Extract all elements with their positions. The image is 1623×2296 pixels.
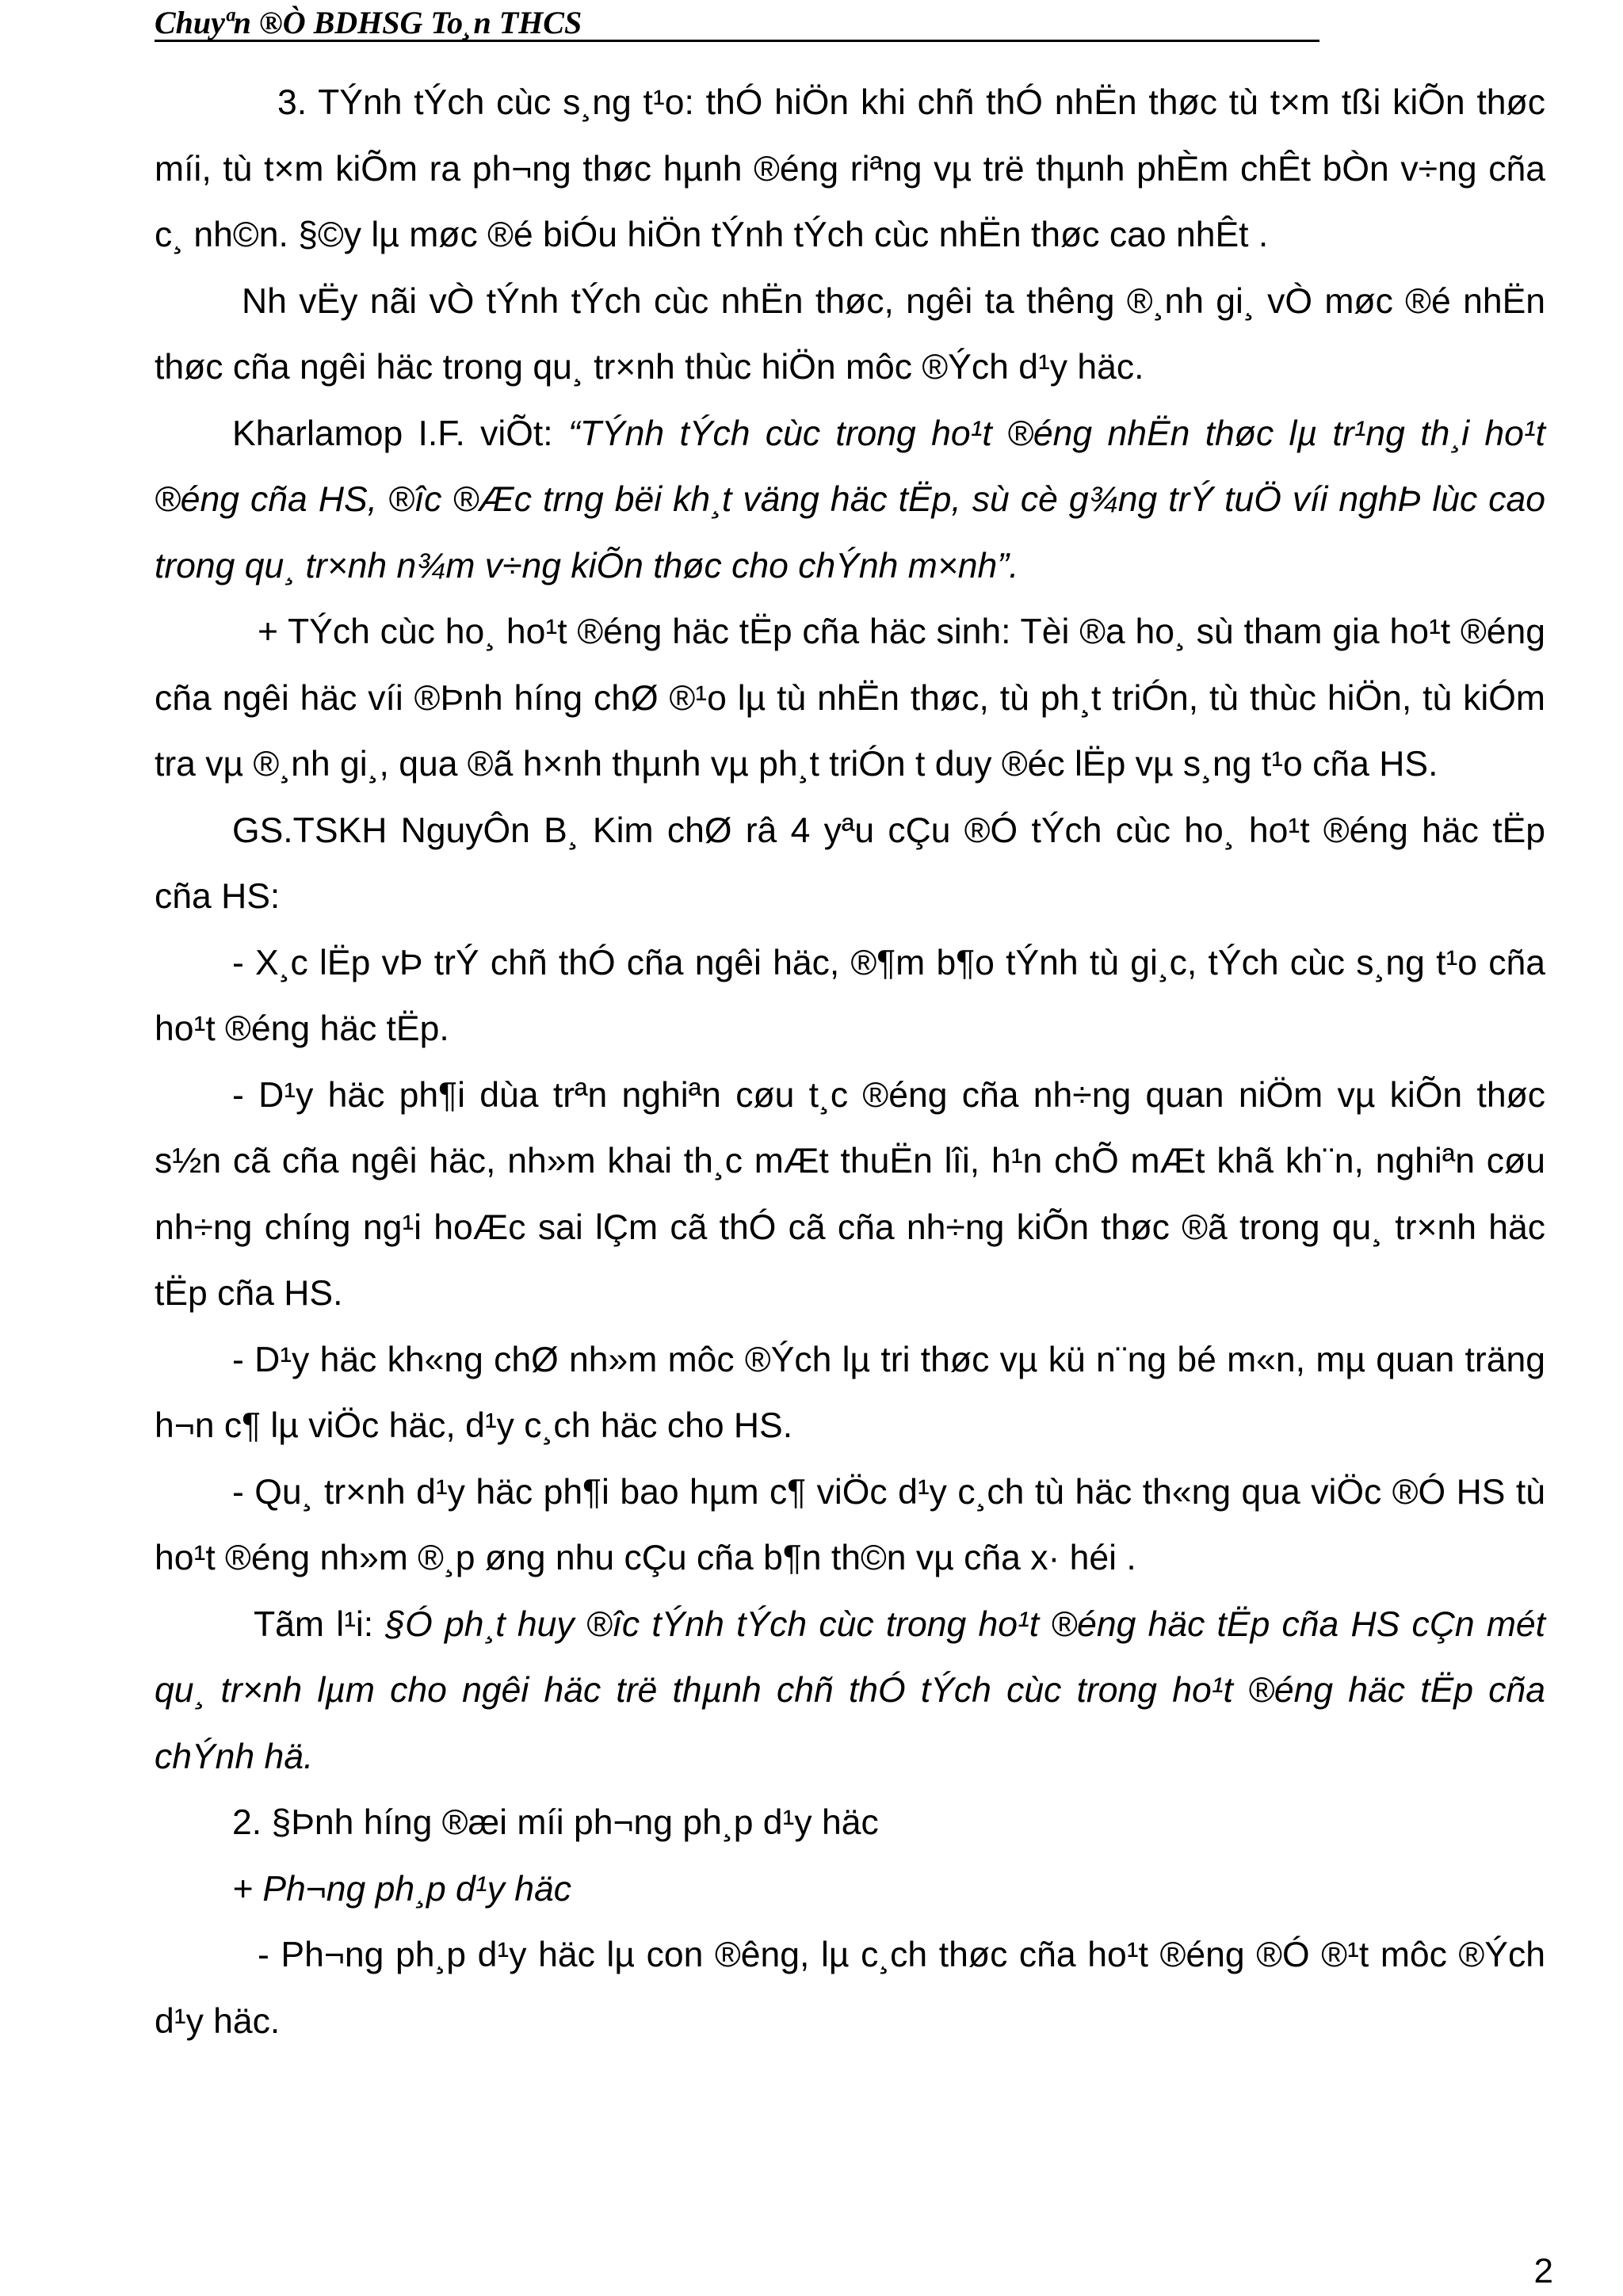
heading-text: 2. §Þnh híng ®æi míi ph¬ng ph¸p d¹y häc xyxy=(232,1803,879,1842)
paragraph-text: GS.TSKH NguyÔn B¸ Kim chØ râ 4 yªu cÇu ®Ó tÝch cùc ho¸ ho¹t ®éng häc tËp cña HS: xyxy=(155,810,1545,916)
paragraph-creative-activeness xyxy=(155,70,1545,269)
paragraph-requirements-intro xyxy=(155,798,1545,930)
subsection-heading xyxy=(155,1856,1545,1923)
paragraph-summary xyxy=(155,1592,1545,1791)
list-item xyxy=(155,930,1545,1062)
paragraph-text: - D¹y häc kh«ng chØ nh»m môc ®Ých lµ tri thøc vµ kü n¨ng bé m«n, mµ quan träng h¬n c¶ lµ viÖc häc, d¹y c¸ch häc cho HS. xyxy=(155,1340,1545,1445)
document-body xyxy=(155,70,1545,2054)
paragraph-method-definition xyxy=(155,1922,1545,2054)
paragraph-text: 3. TÝnh tÝch cùc s¸ng t¹o: thÓ hiÖn khi chñ thÓ nhËn thøc tù t×m tßi kiÕn thøc míi, tù t×m kiÕm ra ph¬ng thøc hµnh ®éng riªng vµ trë thµnh phÈm chÊt bÒn v÷ng cña c¸ nh©n. §©y lµ møc ®é biÓu hiÖn tÝnh tÝch cùc nhËn thøc cao nhÊt . xyxy=(155,83,1545,254)
paragraph-text: Tãm l¹i: xyxy=(254,1604,386,1644)
paragraph-text: - Ph¬ng ph¸p d¹y häc lµ con ®êng, lµ c¸ch thøc cña ho¹t ®éng ®Ó ®¹t môc ®Ých d¹y häc. xyxy=(155,1936,1545,2041)
paragraph-text: - Qu¸ tr×nh d¹y häc ph¶i bao hµm c¶ viÖc d¹y c¸ch tù häc th«ng qua viÖc ®Ó HS tù ho¹t ®éng nh»m ®¸p øng nhu cÇu cña b¶n th©n vµ cña x· héi . xyxy=(155,1472,1545,1577)
paragraph-cognitive-activeness xyxy=(155,269,1545,401)
list-item xyxy=(155,1062,1545,1327)
section-heading xyxy=(155,1790,1545,1856)
quote-text: “TÝnh tÝch cùc trong ho¹t ®éng nhËn thøc lµ tr¹ng th¸i ho¹t ®éng cña HS, ®îc ®Æc trng bëi kh¸t väng häc tËp, sù cè g¾ng trÝ tuÖ víi nghÞ lùc cao trong qu¸ tr×nh n¾m v÷ng kiÕn thøc cho chÝnh m×nh”. xyxy=(155,414,1546,585)
subheading-text: + Ph¬ng ph¸p d¹y häc xyxy=(232,1869,571,1909)
page-number: 2 xyxy=(1533,2252,1553,2290)
paragraph-text: - X¸c lËp vÞ trÝ chñ thÓ cña ngêi häc, ®¶m b¶o tÝnh tù gi¸c, tÝch cùc s¸ng t¹o cña ho¹t ®éng häc tËp. xyxy=(155,943,1545,1048)
summary-text: §Ó ph¸t huy ®îc tÝnh tÝch cùc trong ho¹t ®éng häc tËp cña HS cÇn mét qu¸ tr×nh lµm cho ngêi häc trë thµnh chñ thÓ tÝch cùc trong ho¹t ®éng häc tËp cña chÝnh hä. xyxy=(155,1604,1546,1776)
paragraph-activating-learning xyxy=(155,599,1545,798)
page-header: Chuyªn ®Ò BDHSG To¸n THCS xyxy=(155,6,1319,42)
list-item xyxy=(155,1327,1545,1459)
paragraph-text: Nh vËy nãi vÒ tÝnh tÝch cùc nhËn thøc, ngêi ta thêng ®¸nh gi¸ vÒ møc ®é nhËn thøc cña ngêi häc trong qu¸ tr×nh thùc hiÖn môc ®Ých d¹y häc. xyxy=(155,281,1545,387)
paragraph-text: - D¹y häc ph¶i dùa trªn nghiªn cøu t¸c ®éng cña nh÷ng quan niÖm vµ kiÕn thøc s½n cã cña ngêi häc, nh»m khai th¸c mÆt thuËn lîi, h¹n chÕ mÆt khã kh¨n, nghiªn cøu nh÷ng chíng ng¹i hoÆc sai lÇm cã thÓ cã cña nh÷ng kiÕn thøc ®ã trong qu¸ tr×nh häc tËp cña HS. xyxy=(155,1075,1545,1313)
paragraph-text: + TÝch cùc ho¸ ho¹t ®éng häc tËp cña häc sinh: Tèi ®a ho¸ sù tham gia ho¹t ®éng cña ngêi häc víi ®Þnh híng chØ ®¹o lµ tù nhËn thøc, tù ph¸t triÓn, tù thùc hiÖn, tù kiÓm tra vµ ®¸nh gi¸, qua ®ã h×nh thµnh vµ ph¸t triÓn t duy ®éc lËp vµ s¸ng t¹o cña HS. xyxy=(155,612,1545,784)
list-item xyxy=(155,1459,1545,1592)
paragraph-kharlamop-quote xyxy=(155,401,1545,600)
paragraph-text: Kharlamop I.F. viÕt: xyxy=(232,414,568,453)
